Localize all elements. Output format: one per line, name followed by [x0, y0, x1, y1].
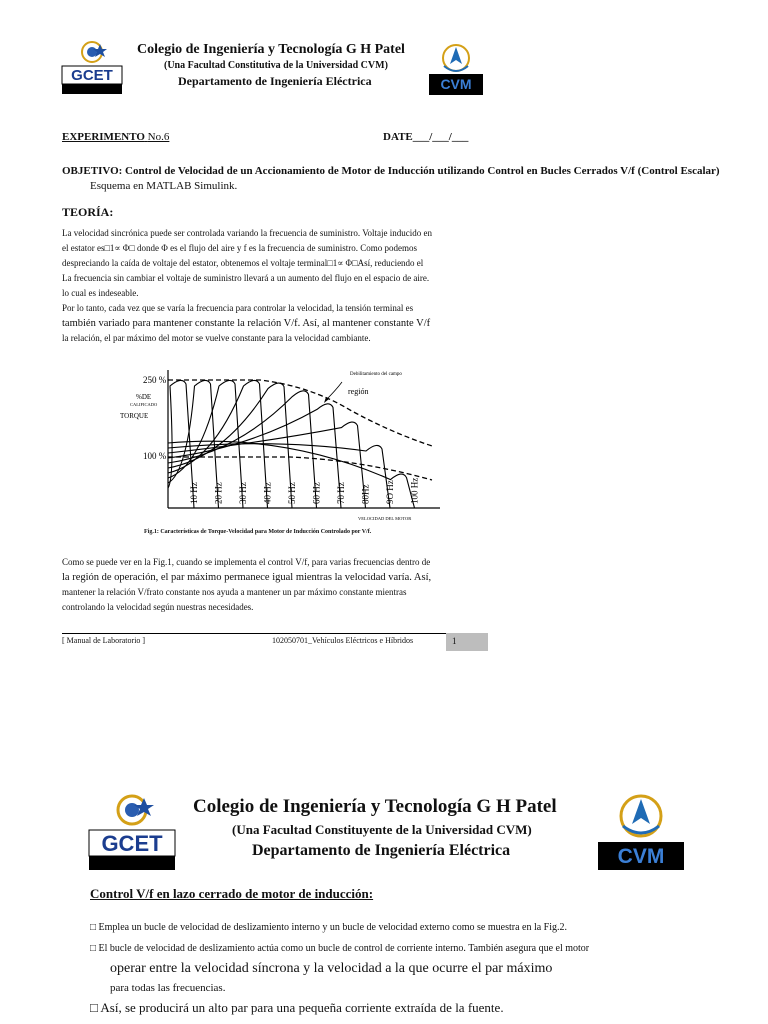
- conclusion-line: mantener la relación V/frato constante nos ayuda a mantener un par máximo constante mientras: [62, 587, 407, 597]
- objective-text: Control de Velocidad de un Accionamiento de Motor de Inducción utilizando Control en Bucles Cerrados V/f (Control Escalar): [125, 165, 720, 177]
- theory-line: Por lo tanto, cada vez que se varía la frecuencia para controlar la velocidad, la tensión terminal es: [62, 303, 414, 313]
- cvm-logo-text: CVM: [440, 76, 472, 92]
- conclusion-paragraph: [62, 555, 482, 615]
- cvm-logo: [428, 42, 484, 96]
- objective-line-2: Esquema en MATLAB Simulink.: [90, 180, 238, 192]
- department-name: Departamento de Ingeniería Eléctrica: [178, 74, 372, 88]
- bullet-item-continued: operar entre la velocidad síncrona y la velocidad a la que ocurre el par máximo: [110, 961, 553, 976]
- section-heading: Control V/f en lazo cerrado de motor de inducción:: [90, 886, 374, 901]
- torque-curve: [168, 444, 390, 508]
- date-field: DATE___/___/___: [383, 131, 469, 143]
- y-axis-label-2: CALIFICADO: [130, 402, 158, 407]
- gcet-logo-text: GCET: [101, 831, 163, 856]
- theory-line: también variado para mantener constante la relación V/f. Así, al mantener constante V/f: [62, 318, 431, 329]
- footer-course: 102050701_Vehículos Eléctricos e Híbridos: [272, 636, 414, 645]
- cvm-logo: [596, 792, 686, 872]
- theory-line: La frecuencia sin cambiar el voltaje de suministro llevará a un aumento del flujo en el espacio de aire.: [62, 273, 430, 283]
- theory-line: despreciando la caída de voltaje del estator, obtenemos el voltaje terminal□1∝ Φ□Así, reduciendo el: [62, 258, 424, 268]
- conclusion-line: controlando la velocidad según nuestras necesidades.: [62, 602, 254, 612]
- gcet-logo: [60, 40, 124, 96]
- bullet-item-continued: para todas las frecuencias.: [110, 982, 226, 994]
- frequency-label: 70 Hz: [336, 482, 346, 504]
- theory-line: lo cual es indeseable.: [62, 288, 139, 298]
- frequency-labels: [189, 478, 420, 504]
- rated-torque-envelope: [168, 457, 432, 480]
- torque-speed-figure: [110, 360, 450, 525]
- frequency-label: 9O Hz: [385, 480, 395, 504]
- theory-line: la relación, el par máximo del motor se vuelve constante para la velocidad cambiante.: [62, 333, 371, 343]
- frequency-label: 60 Hz: [311, 482, 322, 504]
- x-axis-label: VELOCIDAD DEL MOTOR: [358, 516, 412, 521]
- frequency-label: 50 Hz: [287, 482, 297, 504]
- experiment-label: [62, 131, 169, 143]
- bullet-item: □ El bucle de velocidad de deslizamiento actúa como un bucle de control de corriente interno. También asegura que el motor: [90, 943, 590, 954]
- frequency-label: 80Hz: [360, 484, 371, 504]
- y-axis-label-3: TORQUE: [120, 412, 149, 420]
- y-axis-label-1: %DE: [136, 393, 152, 401]
- page-number: 1: [452, 636, 457, 646]
- bullet-item: □ Así, se producirá un alto par para una pequeña corriente extraída de la fuente.: [90, 1000, 504, 1015]
- objective: [62, 165, 720, 177]
- theory-heading: TEORÍA:: [62, 205, 114, 219]
- frequency-label: 100 Hz: [409, 477, 420, 504]
- theory-paragraph: [62, 226, 482, 346]
- annotation-region: región: [348, 387, 369, 396]
- college-subtitle: (Una Facultad Constituyente de la Universidad CVM): [232, 822, 532, 837]
- objective-label: OBJETIVO:: [62, 165, 123, 177]
- conclusion-line: la región de operación, el par máximo permanece igual mientras la velocidad varía. Así,: [62, 572, 432, 583]
- college-title: Colegio de Ingeniería y Tecnología G H Patel: [137, 42, 405, 57]
- conclusion-line: Como se puede ver en la Fig.1, cuando se implementa el control V/f, para varias frecuencias dentro de: [62, 557, 431, 567]
- y-label-100: 100 %: [143, 451, 167, 461]
- footer-rule: [62, 633, 488, 634]
- annotation-arrow: [326, 382, 342, 400]
- gcet-logo-text: GCET: [71, 67, 113, 84]
- frequency-label: 10 Hz: [189, 482, 199, 504]
- footer-manual: [ Manual de Laboratorio ]: [62, 636, 146, 645]
- experiment-number: No.6: [147, 131, 170, 143]
- figure-caption: Fig.1: Características de Torque-Velocidad para Motor de Inducción Controlado por V/f.: [144, 529, 372, 535]
- department-name: Departamento de Ingeniería Eléctrica: [252, 842, 511, 859]
- gcet-logo: [86, 792, 178, 872]
- cvm-logo-text: CVM: [617, 845, 665, 868]
- college-title: Colegio de Ingeniería y Tecnología G H Patel: [193, 796, 557, 817]
- college-subtitle: (Una Facultad Constitutiva de la Universidad CVM): [164, 60, 388, 71]
- page-number-box: [446, 633, 488, 651]
- y-label-250: 250 %: [143, 375, 167, 385]
- experiment-word: EXPERIMENTO: [62, 131, 145, 143]
- frequency-label: 20 Hz: [213, 482, 224, 504]
- theory-line: el estator es□1∝ Φ□ donde Φ es el flujo del aire y f es la frecuencia de suministro. Como podemos: [62, 243, 418, 253]
- bullet-item: □ Emplea un bucle de velocidad de deslizamiento interno y un bucle de velocidad externo como se muestra en la Fig.2.: [90, 922, 567, 933]
- theory-line: La velocidad sincrónica puede ser controlada variando la frecuencia de suministro. Voltaje inducido en: [62, 228, 433, 238]
- frequency-label: 30 Hz: [238, 482, 248, 504]
- page-2: [0, 780, 768, 1024]
- annotation-field-weakening: Debilitamiento del campo: [350, 372, 402, 377]
- frequency-label: 40 Hz: [262, 482, 273, 504]
- max-torque-envelope: [168, 380, 432, 446]
